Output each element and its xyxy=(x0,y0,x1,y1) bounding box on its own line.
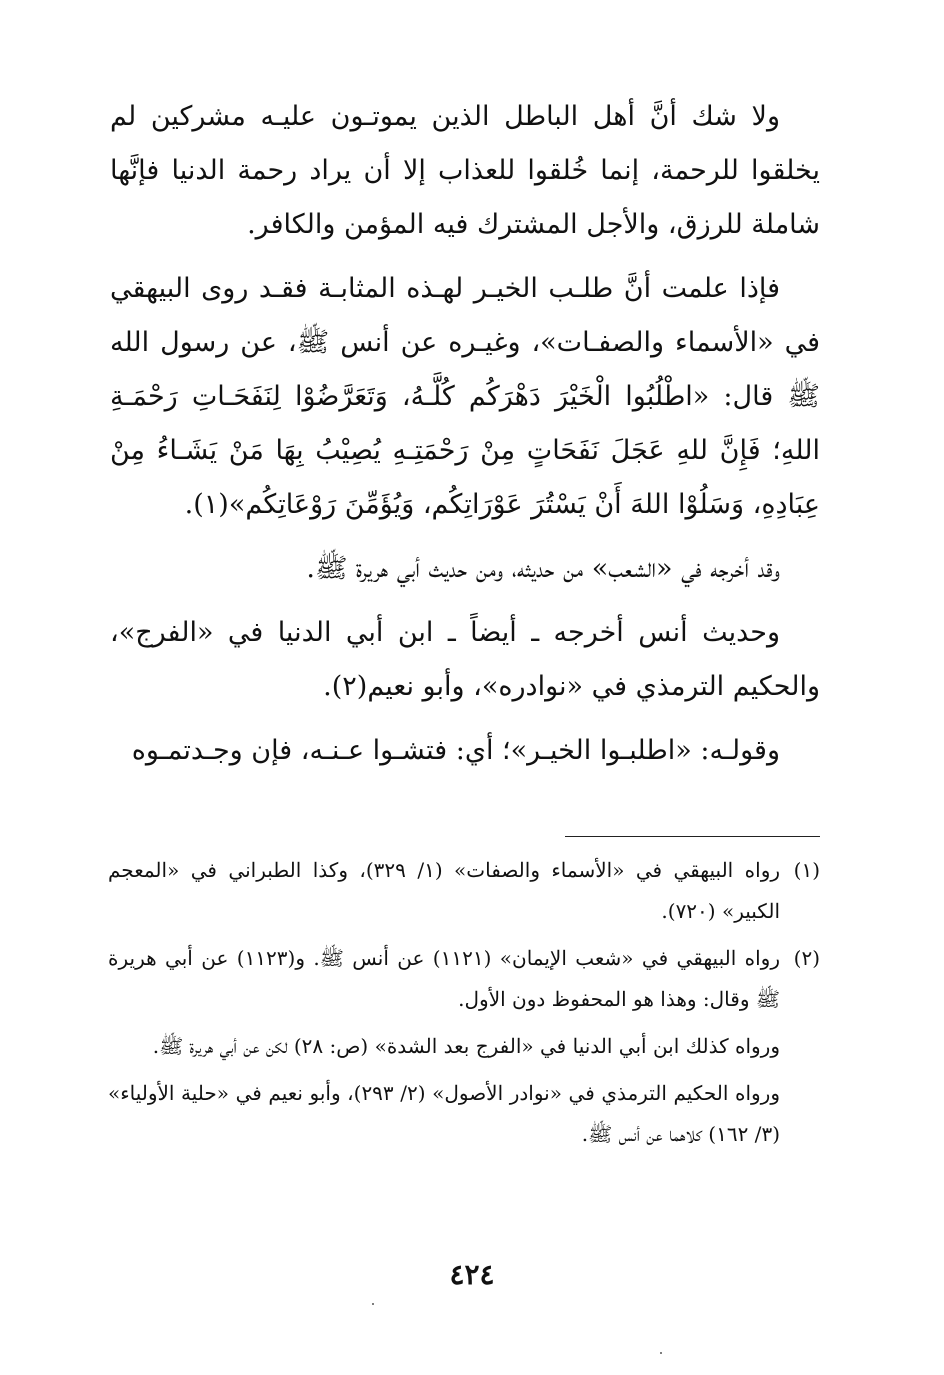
paragraph-1: ولا شك أنَّ أهل الباطل الذين يموتـون عليـه مشركين لم يخلقوا للرحمة، إنما خُلقوا للعذاب إلا أن يراد رحمة الدنيا فإنَّها شاملة للرزق، والأجل المشترك فيه المؤمن والكافر. xyxy=(110,101,820,240)
footnote-2-continuation-1: ورواه كذلك ابن أبي الدنيا في «الفرج بعد الشدة» (ص: ٢٨) لكن عن أبي هريرة ﷺ. xyxy=(152,1034,780,1058)
scan-speck xyxy=(372,1303,374,1305)
scan-speck xyxy=(660,1352,662,1354)
footnote-2-text: رواه البيهقي في «شعب الإيمان» (١١٢١) عن أنس ﷺ. و(١١٢٣) عن أبي هريرة ﷺ وقال: وهذا هو المحفوظ دون الأول. xyxy=(108,946,780,1011)
footnote-1 xyxy=(108,850,820,932)
footnote-2 xyxy=(108,938,820,1020)
footnote-1-text: رواه البيهقي في «الأسماء والصفات» (١/ ٣٢٩)، وكذا الطبراني في «المعجم الكبير» (٧٢٠). xyxy=(108,858,781,923)
paragraph-2: فإذا علمت أنَّ طلـب الخيـر لهـذه المثابـة فقـد روى البيهقي في «الأسماء والصفـات»، وغيـره عن أنس ﷺ، عن رسول الله ﷺ قال: «اطْلُبُوا الْخَيْرَ دَهْرَكُم كُلَّـهُ، وَتَعَرَّضُوْا لِنَفَحَـاتِ رَحْمَـةِ اللهِ؛ فَإِنَّ للهِ عَجَلَ نَفَحَاتٍ مِنْ رَحْمَتِـهِ يُصِيْبُ بِهَا مَنْ يَشَـاءُ مِنْ عِبَادِهِ، وَسَلُوْا اللهَ أَنْ يَسْتُرَ عَوْرَاتِكُم، وَيُؤَمِّنَ رَوْعَاتِكُم»(١). xyxy=(110,273,820,520)
page-number: ٤٢٤ xyxy=(449,1258,495,1291)
paragraph-5: وقولـه: «اطلبـوا الخيـر»؛ أي: فتشـوا عـنـه، فإن وجـدتمـوه xyxy=(131,735,780,766)
paragraph-3: وقد أخرجه في «الشعب» من حديثه، ومن حديث أبي هريرة ﷺ. xyxy=(306,553,780,584)
footnote-1-number: (١) xyxy=(793,858,820,882)
footnote-divider xyxy=(565,836,820,837)
footnotes xyxy=(108,850,820,1161)
footnote-2-number: (٢) xyxy=(793,946,820,970)
paragraph-4: وحديث أنس أخرجه ـ أيضاً ـ ابن أبي الدنيا في «الفرج»، والحكيم الترمذي في «نوادره»، وأبو نعيم(٢). xyxy=(110,617,820,702)
main-text xyxy=(110,90,820,788)
footnote-2-continuation-2: ورواه الحكيم الترمذي في «نوادر الأصول» (٢/ ٢٩٣)، وأبو نعيم في «حلية الأولياء» (٣/ ١٦٢) كلاهما عن أنس ﷺ. xyxy=(108,1081,780,1146)
